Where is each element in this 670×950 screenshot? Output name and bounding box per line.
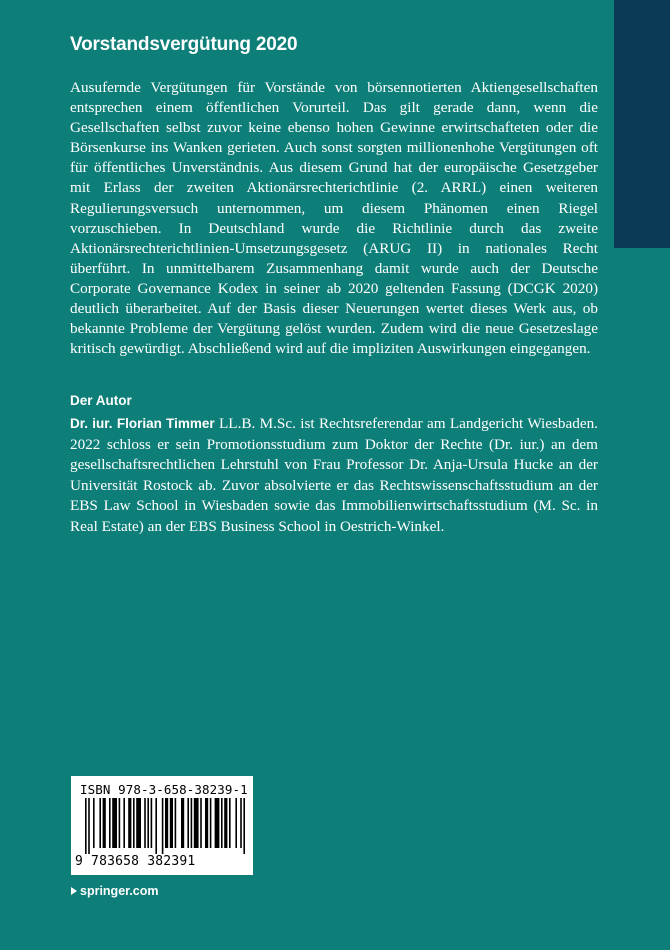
isbn-barcode: [71, 776, 253, 875]
barcode-bar: [155, 798, 157, 854]
barcode-bar: [151, 798, 153, 848]
barcode-bar: [162, 798, 164, 854]
barcode-bar: [205, 798, 208, 848]
barcode-bar: [136, 798, 141, 848]
barcode-bar: [128, 798, 131, 848]
barcode-bar: [235, 798, 237, 848]
barcode-bar: [175, 798, 177, 848]
barcode-bar: [133, 798, 135, 848]
barcode-bar: [147, 798, 149, 848]
barcode-bar: [165, 798, 168, 848]
author-heading: Der Autor: [70, 393, 132, 408]
barcode-bar: [170, 798, 173, 848]
barcode-bar: [200, 798, 202, 848]
barcode-bar: [112, 798, 117, 848]
barcode-bar: [210, 798, 212, 848]
book-description: Ausufernde Vergütungen für Vorstände von börsennotierten Aktiengesellschaften entsprechen einem öffentlichen Vorurteil. Das gilt gerade dann, wenn die Gesellschaften selbst zuvor keine ebenso hohen Gewinne erwirtschafteten oder die Börsenkurse ins Wanken gerieten. Auch sonst sorgten millionenhohe Vergütungen oft für öffentliches Unverständnis. Aus diesem Grund hat der europäische Gesetzgeber mit Erlass der zweiten Aktionärsrechterichtlinie (2. ARRL) einen weiteren Regulierungsversuch unternommen, um diesem Phänomen einen Riegel vorzuschieben. In Deutschland wurde die Richtlinie durch das zweite Aktionärsrechterichtlinien-Umsetzungsgesetz (ARUG II) in nationales Recht überführt. In unmittelbarem Zusammenhang damit wurde auch der Deutsche Corporate Governance Kodex in seiner ab 2020 geltenden Fassung (DCGK 2020) deutlich überarbeitet. Auf der Basis dieser Neuerungen wertet dieses Werk aus, ob bekannte Probleme der Vergütung gelöst wurden. Zudem wird die neue Gesetzeslage kritisch gewürdigt. Abschließend wird auf die impliziten Auswirkungen eingegangen.: [70, 79, 598, 358]
barcode-bar: [240, 798, 242, 848]
barcode-bars: [75, 798, 249, 854]
barcode-bar: [103, 798, 106, 848]
book-title: Vorstandsvergütung 2020: [70, 34, 298, 55]
barcode-bar: [109, 798, 111, 848]
barcode-bar: [187, 798, 189, 848]
author-bio-paragraph: [70, 414, 598, 538]
publisher-link[interactable]: [71, 884, 159, 898]
author-bio: LL.B. M.Sc. ist Rechtsreferendar am Landgericht Wiesbaden. 2022 schloss er sein Promotionsstudium zum Doktor der Rechte (Dr. iur.) an dem gesellschaftsrechtlichen Lehrstuhl von Frau Professor Dr. Anja-Ursula Hucke an der Universität Rostock ab. Zuvor absolvierte er das Rechtswissenschaftsstudium an der EBS Law School in Wiesbaden sowie das Immobilienwirtschaftsstudium (M. Sc. in Real Estate) an der EBS Business School in Oestrich-Winkel.: [70, 415, 598, 535]
barcode-bar: [99, 798, 101, 848]
barcode-bar: [85, 798, 87, 854]
barcode-digits: 9 783658 382391: [75, 854, 196, 869]
triangle-right-icon: [71, 887, 77, 895]
author-name: Dr. iur. Florian Timmer: [70, 416, 215, 431]
barcode-bar: [144, 798, 146, 848]
barcode-bar: [123, 798, 125, 848]
publisher-url: springer.com: [80, 884, 159, 898]
barcode-bar: [221, 798, 223, 848]
barcode-bar: [229, 798, 231, 848]
barcode-bar: [215, 798, 220, 848]
barcode-bar: [119, 798, 121, 848]
barcode-bar: [181, 798, 184, 848]
barcode-bar: [191, 798, 193, 848]
barcode-bar: [243, 798, 245, 854]
barcode-bar: [88, 798, 90, 854]
isbn-label: ISBN 978-3-658-38239-1: [80, 782, 248, 797]
barcode-bar: [93, 798, 95, 848]
side-color-band: [614, 0, 670, 248]
barcode-bar: [194, 798, 199, 848]
barcode-bar: [224, 798, 227, 848]
